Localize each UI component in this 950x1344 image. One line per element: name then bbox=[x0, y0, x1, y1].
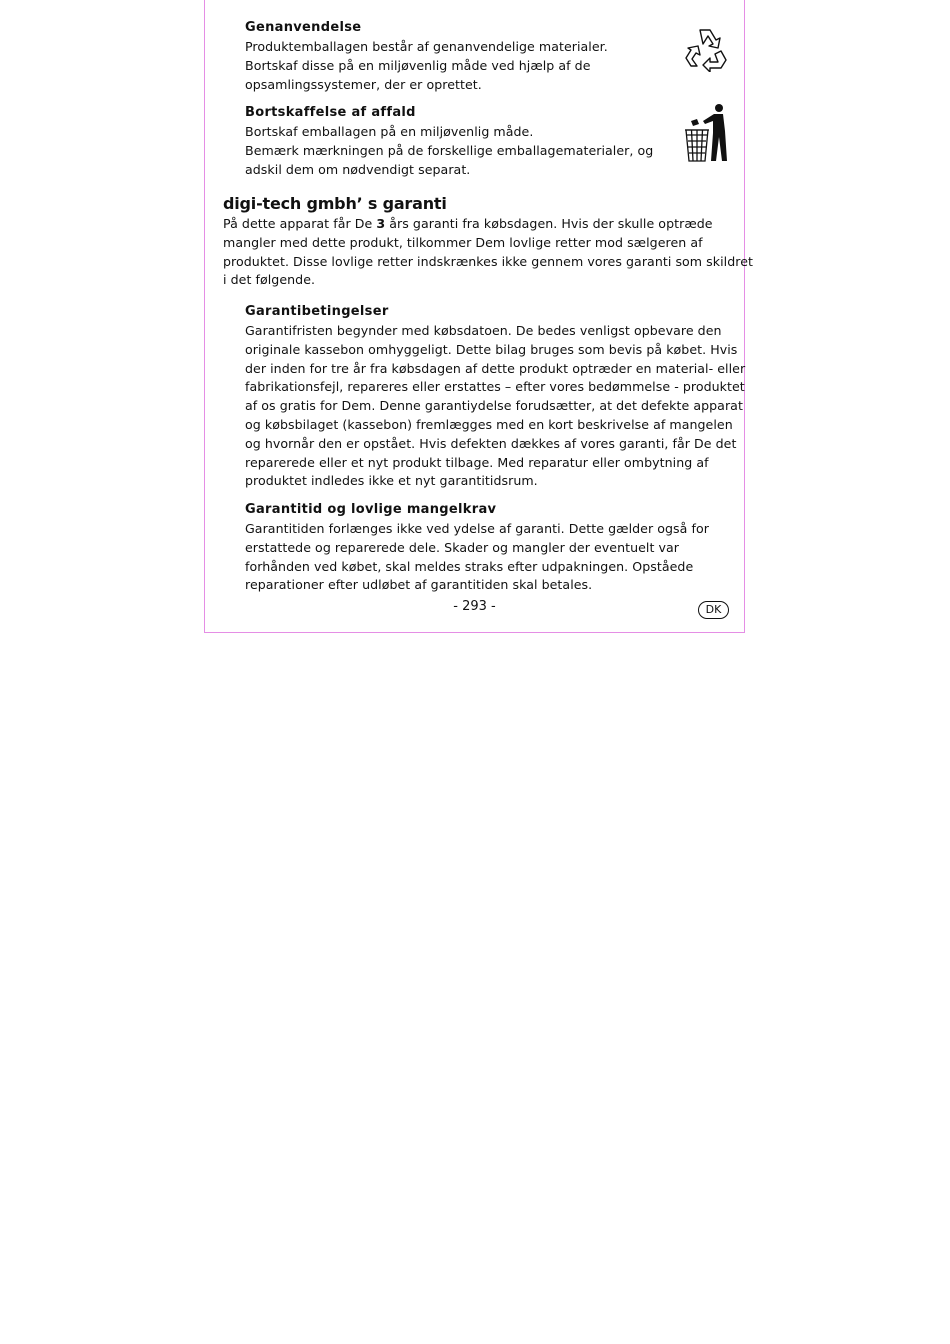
warranty-title: digi-tech gmbh’ s garanti bbox=[223, 194, 447, 213]
recycling-section bbox=[245, 19, 608, 94]
recycling-text: Produktemballagen består af genanvendelige materialer. Bortskaf disse på en miljøvenlig måde ved hjælp af de opsamlingssystemer, der er oprettet. bbox=[245, 39, 608, 92]
conditions-heading: Garantibetingelser bbox=[245, 304, 389, 319]
disposal-heading: Bortskaffelse af affald bbox=[245, 105, 416, 120]
disposal-text: Bortskaf emballagen på en miljøvenlig måde. Bemærk mærkningen på de forskellige emballagematerialer, og adskil dem om nødvendigt separat. bbox=[245, 124, 654, 177]
warranty-section bbox=[223, 194, 753, 290]
period-text: Garantitiden forlænges ikke ved ydelse af garanti. Dette gælder også for erstattede og reparerede dele. Skader og mangler der eventuelt var forhånden ved købet, skal meldes straks efter udpakningen. Opståede reparationer efter udløbet af garantitiden skal betales. bbox=[245, 521, 709, 593]
conditions-section bbox=[245, 303, 745, 491]
period-heading: Garantitid og lovlige mangelkrav bbox=[245, 502, 497, 517]
warranty-years: 3 bbox=[376, 216, 386, 231]
waste-bin-icon bbox=[683, 103, 731, 165]
warranty-intro: På dette apparat får De 3 års garanti fra købsdagen. Hvis der skulle optræde mangler med dette produkt, tilkommer Dem lovlige retter mod sælgeren af produktet. Disse lovlige retter indskrænkes ikke gennem vores garanti som skildret i det følgende. bbox=[223, 216, 754, 288]
page-number: - 293 - bbox=[453, 599, 496, 614]
period-section bbox=[245, 501, 709, 595]
conditions-text: Garantifristen begynder med købsdatoen. De bedes venligst opbevare den originale kassebon omhyggeligt. Dette bilag bruges som bevis på købet. Hvis der inden for tre år fra købsdagen af dette produkt optræder en material- eller fabrikationsfejl, repareres eller erstattes – efter vores bedømmelse - produktet af os gratis for Dem. Denne garantiydelse forudsætter, at det defekte apparat og købsbilaget (kassebon) fremlægges med en kort beskrivelse af mangelen og hvornår den er opstået. Hvis defekten dækkes af vores garanti, får De det reparerede eller et nyt produkt tilbage. Med reparatur eller ombytning af produktet indledes ikke et nyt garantitidsrum. bbox=[245, 323, 746, 489]
recycling-heading: Genanvendelse bbox=[245, 20, 362, 35]
manual-page bbox=[204, 0, 754, 633]
country-badge: DK bbox=[698, 601, 729, 619]
disposal-section bbox=[245, 104, 653, 179]
recycle-icon bbox=[683, 26, 729, 72]
